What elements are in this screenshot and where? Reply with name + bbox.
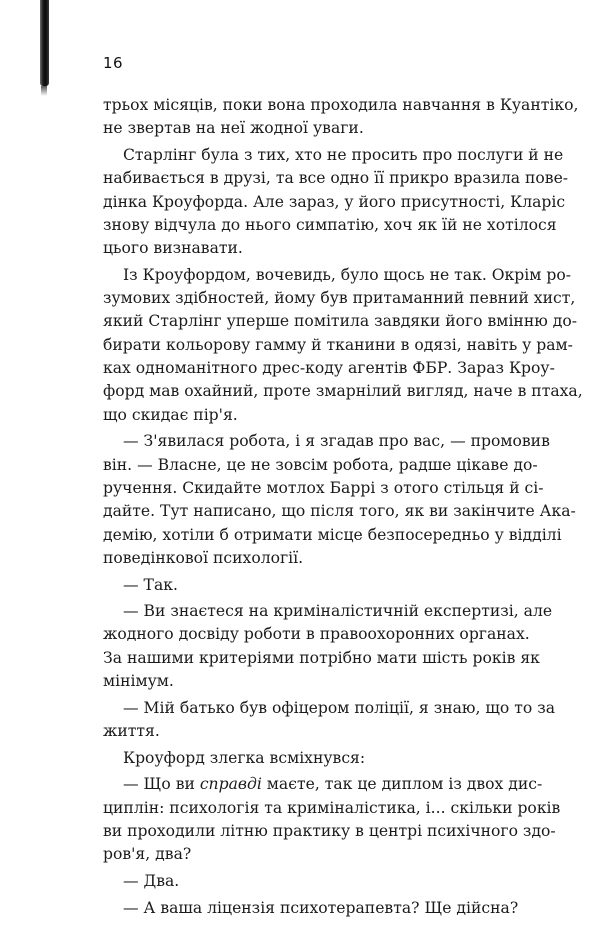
- text-line: Кроуфорд злегка всміхнувся:: [123, 748, 366, 767]
- text-line: дайте. Тут написано, що після того, як ви закінчите Ака-: [103, 502, 576, 521]
- text-line: За нашими критеріями потрібно мати шість років як: [103, 648, 540, 667]
- text-line: цього визнавати.: [103, 239, 243, 258]
- text-line: життя.: [103, 722, 160, 741]
- text-fragment: маєте, так це диплом із двох дис-: [261, 775, 543, 794]
- text-line: поведінкової психології.: [103, 548, 304, 567]
- text-line: циплін: психологія та криміналістика, і... скільки років: [103, 798, 561, 817]
- text-line: ках одноманітного дрес-коду агентів ФБР. Зараз Кроу-: [103, 359, 555, 378]
- text-line: він. — Власне, це не зовсім робота, радше цікаве до-: [103, 455, 538, 474]
- text-line: що скидає пір'я.: [103, 405, 238, 424]
- text-line: — А ваша ліцензія психотерапевта? Ще дійсна?: [123, 898, 519, 917]
- text-line: ви проходили літню практику в центрі психічного здо-: [103, 822, 556, 841]
- text-line: трьох місяців, поки вона проходила навчання в Куантіко,: [103, 96, 579, 114]
- text-line: зумових здібностей, йому був притаманний певний хист,: [103, 289, 576, 308]
- text-line: який Старлінг уперше помітила завдяки його вмінню до-: [103, 312, 578, 331]
- text-line: — Так.: [123, 575, 178, 594]
- text-line: набивається в друзі, та все одно її прикро вразила пове-: [103, 169, 569, 188]
- text-line: мінімум.: [103, 672, 174, 691]
- text-line: жодного досвіду роботи в правоохоронних органах.: [103, 625, 530, 644]
- text-line: бирати кольорову гамму й тканини в одязі, навіть у рам-: [103, 335, 573, 354]
- text-line: — Два.: [123, 872, 180, 891]
- text-line: форд мав охайний, проте змарнілий вигляд, наче в птаха,: [103, 382, 583, 401]
- text-line: Старлінг була з тих, хто не просить про послуги й не: [123, 145, 564, 164]
- text-line: ров'я, два?: [103, 845, 192, 864]
- text-line: — Мій батько був офіцером поліції, я знаю, що то за: [123, 698, 556, 717]
- text-line: демію, хотіли б отримати місце безпосередньо у відділі: [103, 525, 562, 544]
- text-fragment: — Що ви: [123, 775, 200, 794]
- text-line: ручення. Скидайте мотлох Баррі з отого стільця й сі-: [103, 478, 544, 497]
- text-line: Із Кроуфордом, вочевидь, було щось не так. Окрім ро-: [123, 265, 571, 284]
- book-binding-shadow: [40, 0, 49, 86]
- text-line: дінка Кроуфорда. Але зараз, у його присутності, Кларіс: [103, 192, 566, 211]
- text-line-with-emphasis: [103, 773, 543, 796]
- emphasized-word: справді: [199, 775, 262, 794]
- page-number: 16: [103, 54, 124, 72]
- text-line: — Ви знаєтеся на криміналістичній експертизі, але: [123, 602, 553, 621]
- text-line: не звертав на неї жодної уваги.: [103, 119, 364, 138]
- page-body-text: [103, 94, 583, 920]
- text-line: — З'явилася робота, і я згадав про вас, — промовив: [123, 432, 550, 451]
- text-line: знову відчула до нього симпатію, хоч як їй не хотілося: [103, 215, 557, 234]
